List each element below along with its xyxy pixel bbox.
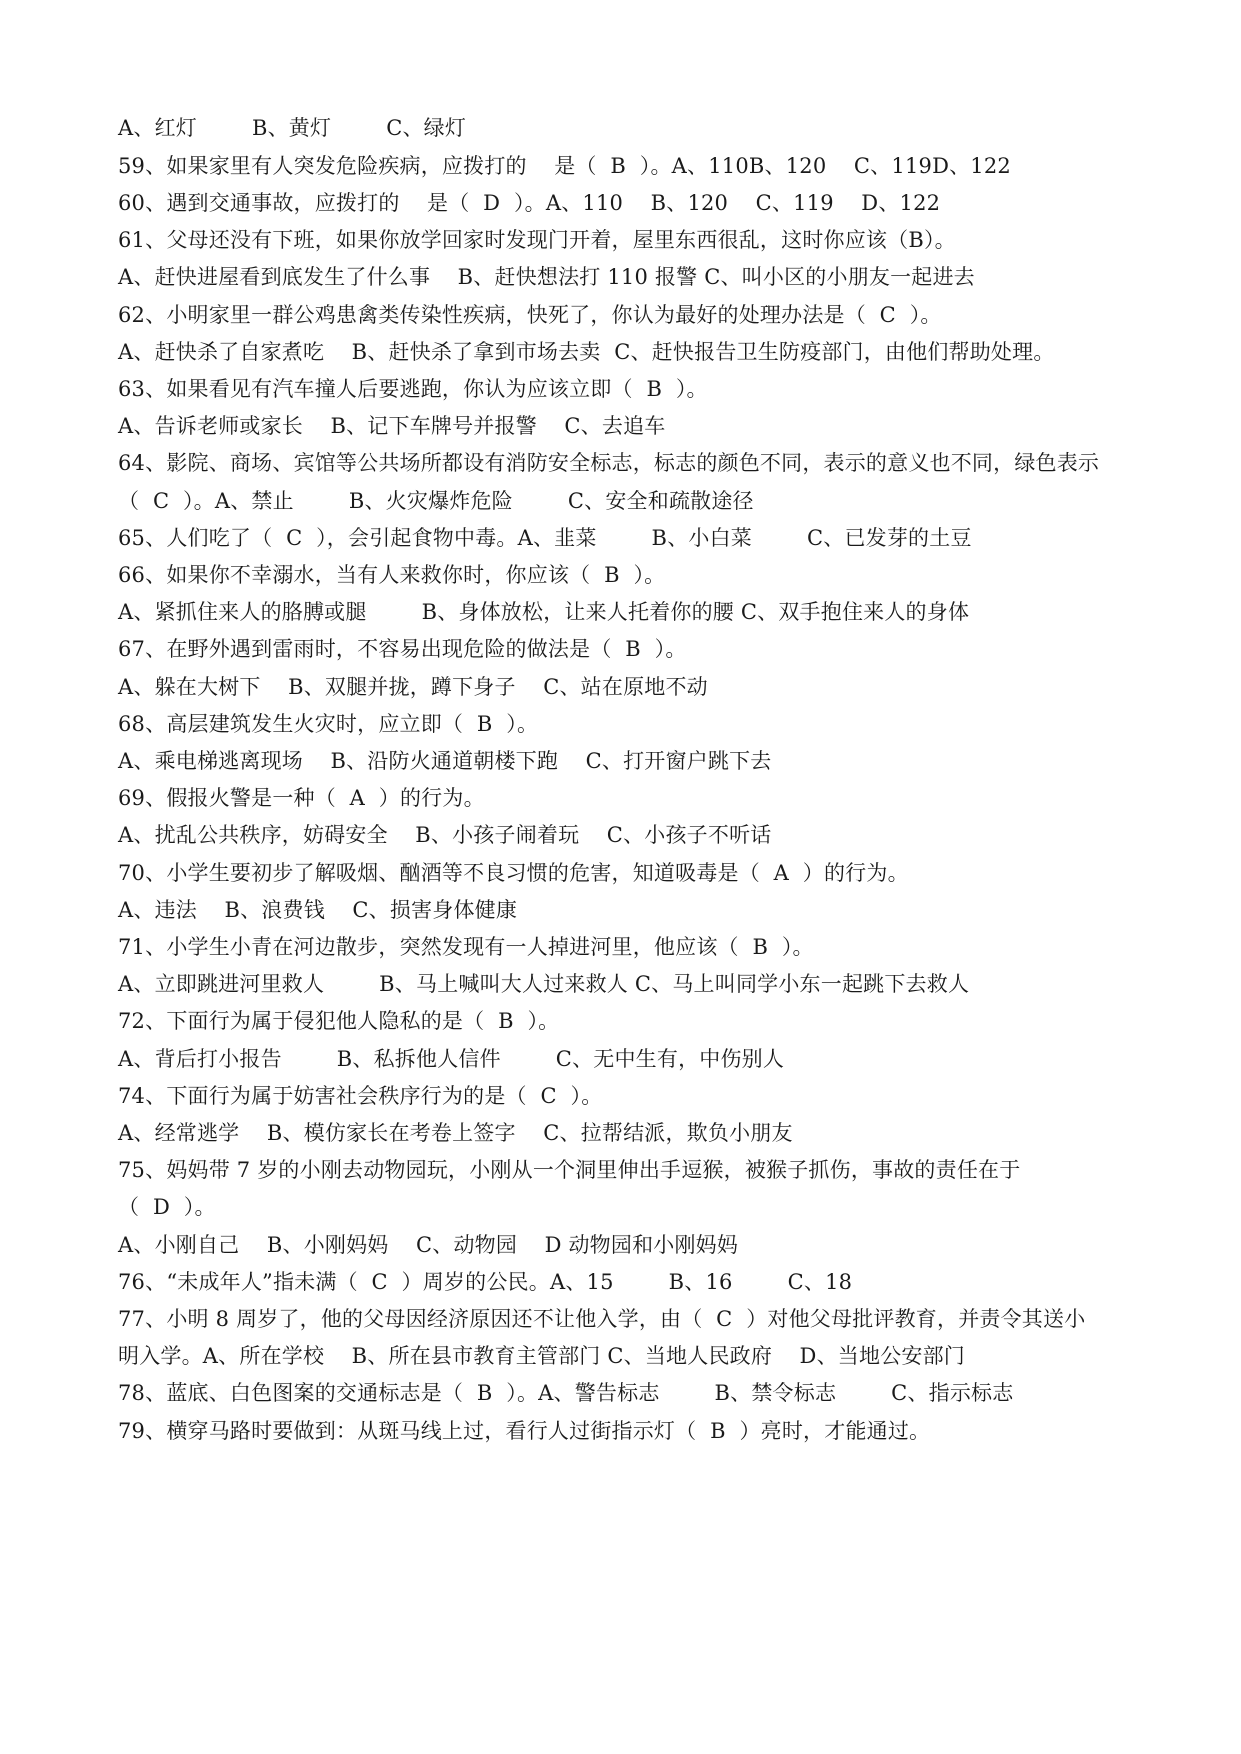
question-77: 77、小明 8 周岁了，他的父母因经济原因还不让他入学，由（ C ）对他父母批评教育，并责令其送小 [118,1307,1086,1331]
question-71: 71、小学生小青在河边散步，突然发现有一人掉进河里，他应该（ B ）。 [118,935,814,959]
question-74: 74、下面行为属于妨害社会秩序行为的是（ C ）。 [118,1084,603,1108]
options-64: （ C ）。A、禁止 B、火灾爆炸危险 C、安全和疏散途径 [118,489,754,513]
options-75: A、小刚自己 B、小刚妈妈 C、动物园 D 动物园和小刚妈妈 [118,1233,739,1257]
options-71: A、立即跳进河里救人 B、马上喊叫大人过来救人 C、马上叫同学小东一起跳下去救人 [118,972,970,996]
question-75: 75、妈妈带 7 岁的小刚去动物园玩，小刚从一个洞里伸出手逗猴，被猴子抓伤，事故的责任在于 [118,1158,1021,1182]
options-69: A、扰乱公共秩序，妨碍安全 B、小孩子闹着玩 C、小孩子不听话 [118,823,772,847]
options-74: A、经常逃学 B、模仿家长在考卷上签字 C、拉帮结派，欺负小朋友 [118,1121,793,1145]
question-62: 62、小明家里一群公鸡患禽类传染性疾病，快死了，你认为最好的处理办法是（ C ）。 [118,303,942,327]
text-line: A、红灯 B、黄灯 C、绿灯 [118,116,467,140]
question-65: 65、人们吃了（ C ），会引起食物中毒。A、韭菜 B、小白菜 C、已发芽的土豆 [118,526,972,550]
question-64: 64、影院、商场、宾馆等公共场所都设有消防安全标志，标志的颜色不同，表示的意义也不同，绿色表示 [118,451,1100,475]
question-60: 60、遇到交通事故，应拨打的 是（ D ）。A、110 B、120 C、119 D、122 [118,191,941,215]
options-72: A、背后打小报告 B、私拆他人信件 C、无中生有，中伤别人 [118,1047,785,1071]
options-70: A、违法 B、浪费钱 C、损害身体健康 [118,898,518,922]
options-61: A、赶快进屋看到底发生了什么事 B、赶快想法打 110 报警 C、叫小区的小朋友一起进去 [118,265,975,289]
question-68: 68、高层建筑发生火灾时，应立即（ B ）。 [118,712,539,736]
question-59: 59、如果家里有人突发危险疾病，应拨打的 是（ B ）。A、110B、120 C、119D、122 [118,154,1011,178]
options-67: A、躲在大树下 B、双腿并拢，蹲下身子 C、站在原地不动 [118,675,708,699]
options-68: A、乘电梯逃离现场 B、沿防火通道朝楼下跑 C、打开窗户跳下去 [118,749,772,773]
question-76: 76、“未成年人”指未满（ C ）周岁的公民。A、15 B、16 C、18 [118,1270,853,1294]
options-63: A、告诉老师或家长 B、记下车牌号并报警 C、去追车 [118,414,666,438]
question-67: 67、在野外遇到雷雨时，不容易出现危险的做法是（ B ）。 [118,637,687,661]
question-63: 63、如果看见有汽车撞人后要逃跑，你认为应该立即（ B ）。 [118,377,708,401]
question-66: 66、如果你不幸溺水，当有人来救你时，你应该（ B ）。 [118,563,666,587]
question-70: 70、小学生要初步了解吸烟、酗酒等不良习惯的危害，知道吸毒是（ A ）的行为。 [118,861,909,885]
question-78: 78、蓝底、白色图案的交通标志是（ B ）。A、警告标志 B、禁令标志 C、指示标志 [118,1381,1014,1405]
options-62: A、赶快杀了自家煮吃 B、赶快杀了拿到市场去卖 C、赶快报告卫生防疫部门，由他们帮助处理。 [118,340,1055,364]
question-79: 79、横穿马路时要做到：从斑马线上过，看行人过街指示灯（ B ）亮时，才能通过。 [118,1419,931,1443]
question-72: 72、下面行为属于侵犯他人隐私的是（ B ）。 [118,1009,560,1033]
options-77: 明入学。A、所在学校 B、所在县市教育主管部门 C、当地人民政府 D、当地公安部门 [118,1344,965,1368]
question-75-answer: （ D ）。 [118,1195,216,1219]
question-69: 69、假报火警是一种（ A ）的行为。 [118,786,485,810]
question-61: 61、父母还没有下班，如果你放学回家时发现门开着，屋里东西很乱，这时你应该（B）。 [118,228,956,252]
options-66: A、紧抓住来人的胳膊或腿 B、身体放松，让来人托着你的腰 C、双手抱住来人的身体 [118,600,970,624]
